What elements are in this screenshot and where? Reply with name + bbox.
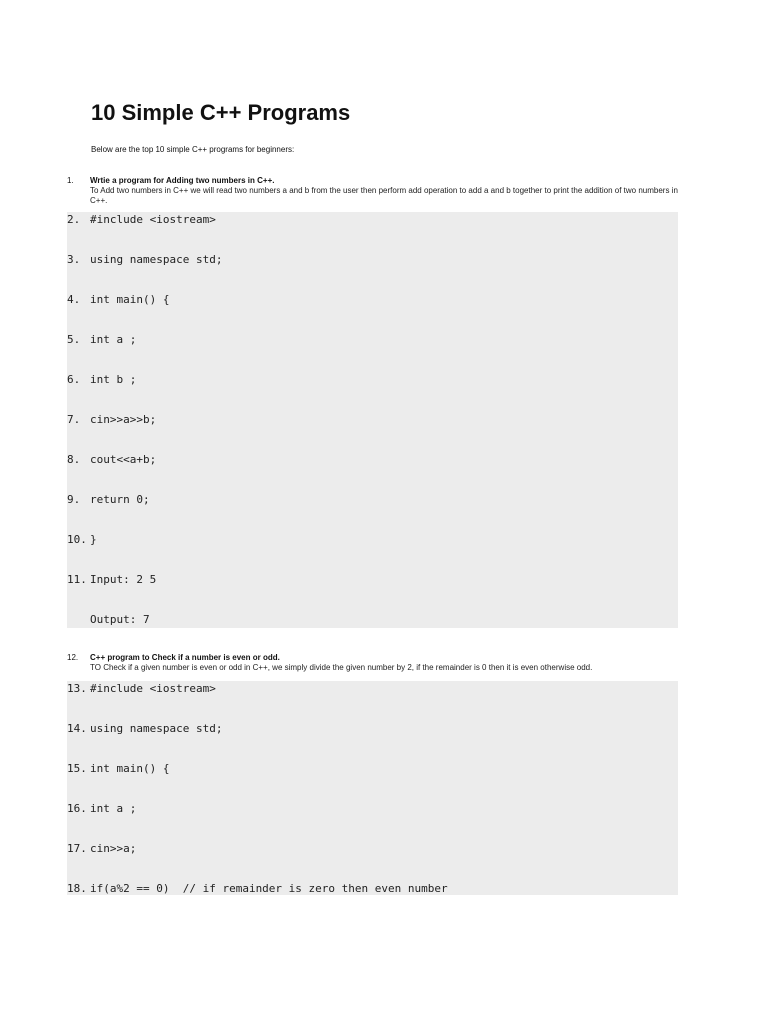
code-line-text: } — [90, 533, 97, 546]
code-line-text: int b ; — [90, 373, 137, 386]
code-line-number: 10. — [67, 533, 87, 546]
code-line — [67, 532, 678, 548]
code-line — [67, 212, 678, 228]
code-line-number: 6. — [67, 373, 81, 386]
section1-description: To Add two numbers in C++ we will read two numbers a and b from the user then perform add operation to add a and b together to print the addition of two numbers in C++. — [90, 186, 678, 205]
code-line-number: 3. — [67, 253, 81, 266]
code-line-text: Output: 7 — [90, 613, 150, 626]
code-line-number: 16. — [67, 802, 87, 815]
code-block-2 — [67, 681, 678, 895]
section2-number: 12. — [67, 653, 79, 662]
code-line-number: 13. — [67, 682, 87, 695]
code-line-number: 15. — [67, 762, 87, 775]
code-line-text: cin>>a; — [90, 842, 137, 855]
section2-description: TO Check if a given number is even or odd in C++, we simply divide the given number by 2, if the remainder is 0 then it is even otherwise odd. — [90, 663, 593, 672]
code-line — [67, 721, 678, 737]
code-line-number: 9. — [67, 493, 81, 506]
code-line — [67, 252, 678, 268]
section2-heading: C++ program to Check if a number is even or odd. — [90, 653, 280, 662]
code-line — [67, 452, 678, 468]
section2-item — [67, 653, 687, 675]
code-line — [67, 841, 678, 857]
intro-text: Below are the top 10 simple C++ programs for beginners: — [91, 145, 295, 154]
code-line-number: 11. — [67, 573, 87, 586]
code-line — [67, 681, 678, 697]
code-line-text: int a ; — [90, 802, 137, 815]
section1-item — [67, 176, 687, 208]
code-line-text: if(a%2 == 0) // if remainder is zero then even number — [90, 882, 448, 895]
code-line-number: 18. — [67, 882, 87, 895]
code-line — [67, 292, 678, 308]
code-line-text: int a ; — [90, 333, 137, 346]
section1-number: 1. — [67, 176, 74, 185]
code-line-text: using namespace std; — [90, 722, 223, 735]
code-line-text: using namespace std; — [90, 253, 223, 266]
code-line — [67, 492, 678, 508]
code-line — [67, 761, 678, 777]
code-line — [67, 572, 678, 588]
code-line-text: #include <iostream> — [90, 213, 216, 226]
code-line-text: cout<<a+b; — [90, 453, 157, 466]
code-line-text: #include <iostream> — [90, 682, 216, 695]
code-line-number: 14. — [67, 722, 87, 735]
code-line — [67, 612, 678, 628]
code-line — [67, 801, 678, 817]
code-line-number: 2. — [67, 213, 81, 226]
code-line — [67, 881, 678, 897]
code-line-text: return 0; — [90, 493, 150, 506]
code-line-text: int main() { — [90, 293, 170, 306]
code-line — [67, 412, 678, 428]
code-line — [67, 372, 678, 388]
code-line-text: int main() { — [90, 762, 170, 775]
code-line-text: cin>>a>>b; — [90, 413, 157, 426]
code-line-number: 17. — [67, 842, 87, 855]
code-line-text: Input: 2 5 — [90, 573, 157, 586]
code-line-number: 8. — [67, 453, 81, 466]
code-line-number: 5. — [67, 333, 81, 346]
code-line-number: 4. — [67, 293, 81, 306]
code-block-1 — [67, 212, 678, 628]
page-title: 10 Simple C++ Programs — [91, 100, 351, 125]
code-line — [67, 332, 678, 348]
section1-heading: Wrtie a program for Adding two numbers in C++. — [90, 176, 275, 185]
code-line-number: 7. — [67, 413, 81, 426]
